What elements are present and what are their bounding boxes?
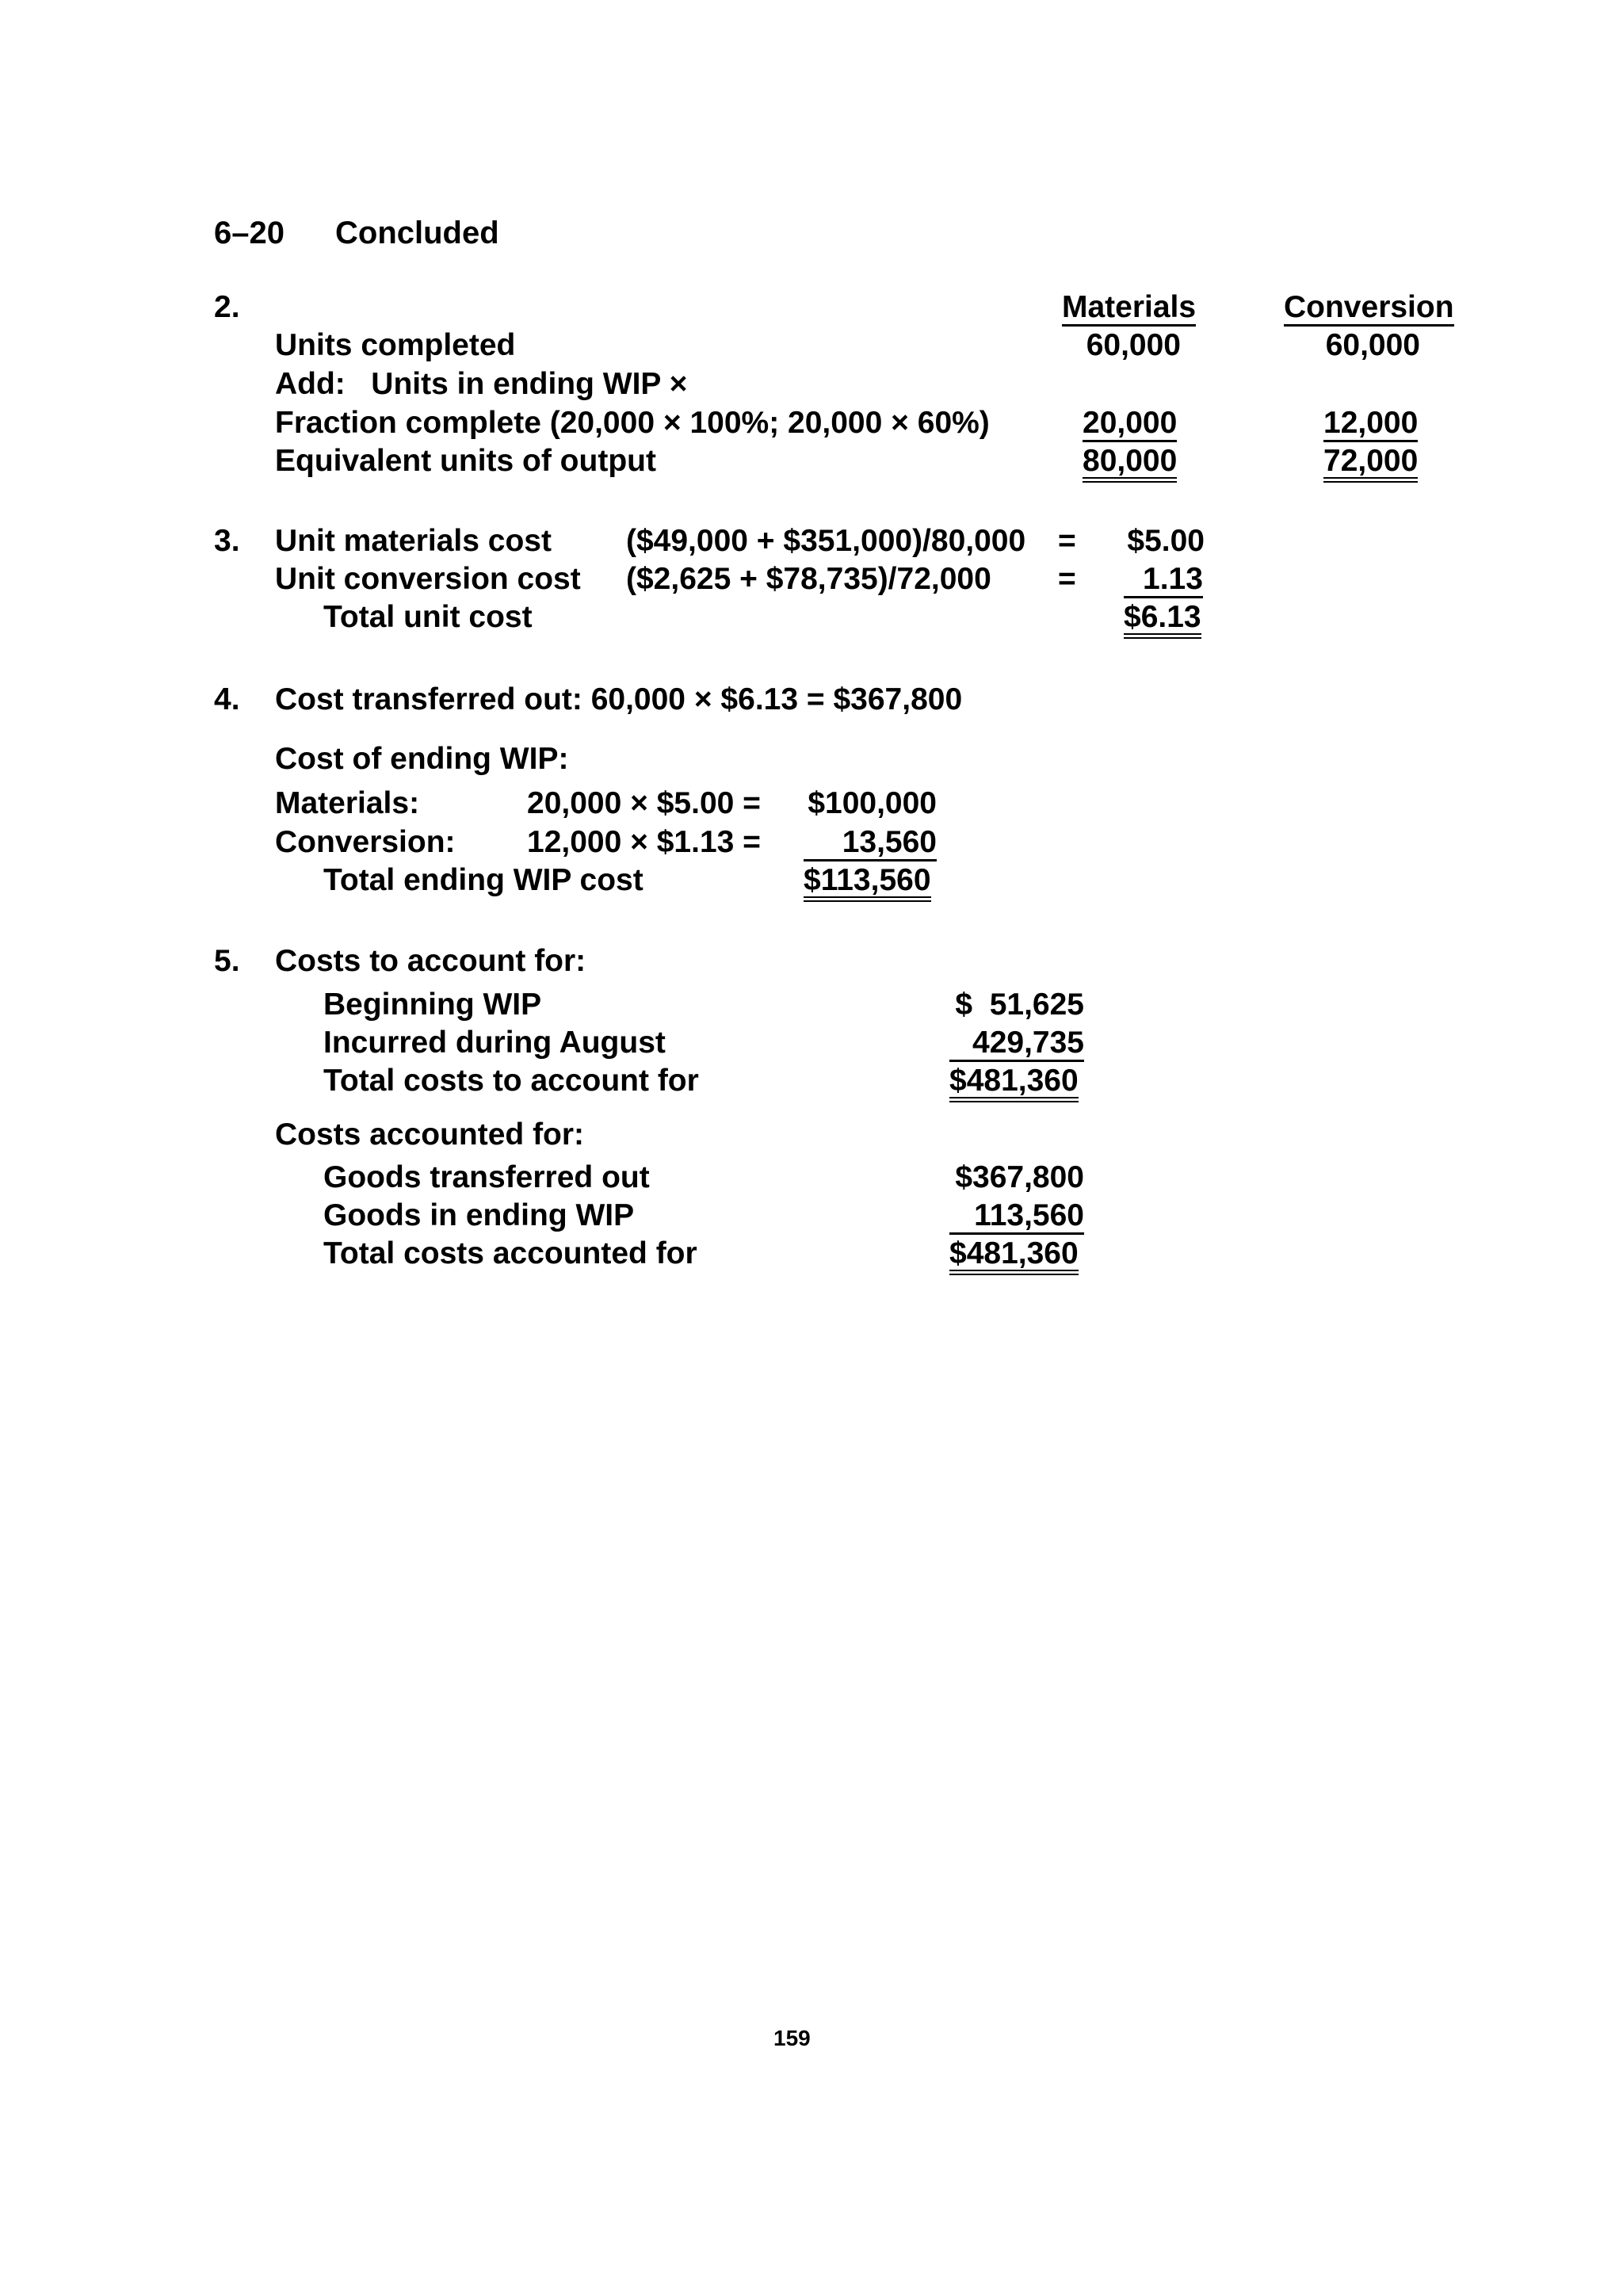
cost-transferred-out: Cost transferred out: 60,000 × $6.13 = $367,800 xyxy=(275,682,963,716)
incurred-august-value: 429,735 xyxy=(949,1027,1084,1062)
beginning-wip-value: $ 51,625 xyxy=(955,988,1084,1022)
total-ending-wip-value: $113,560 xyxy=(804,865,931,902)
total-to-account-label: Total costs to account for xyxy=(323,1064,699,1098)
costs-accounted-title: Costs accounted for: xyxy=(275,1117,585,1152)
total-unit-cost-label: Total unit cost xyxy=(323,600,533,634)
part-2-label: 2. xyxy=(214,290,240,324)
ending-wip-conversion-value: 13,560 xyxy=(804,827,937,861)
unit-materials-cost-equals: = xyxy=(1058,524,1076,558)
unit-conversion-cost-label: Unit conversion cost xyxy=(275,562,581,596)
problem-title: Concluded xyxy=(335,216,499,250)
fraction-complete-materials: 20,000 xyxy=(1083,407,1177,442)
part-3-label: 3. xyxy=(214,524,240,558)
ending-wip-conversion-calc: 12,000 × $1.13 = xyxy=(527,825,761,859)
units-completed-label: Units completed xyxy=(275,328,516,362)
ending-wip-title: Cost of ending WIP: xyxy=(275,742,569,776)
total-ending-wip-label: Total ending WIP cost xyxy=(323,863,643,897)
equivalent-units-materials: 80,000 xyxy=(1083,445,1177,483)
fraction-complete-label: Fraction complete (20,000 × 100%; 20,000 × 60%) xyxy=(275,406,990,440)
column-header-materials: Materials xyxy=(1062,292,1196,327)
total-accounted-value: $481,360 xyxy=(949,1238,1079,1275)
unit-conversion-cost-equals: = xyxy=(1058,562,1076,596)
total-to-account-value: $481,360 xyxy=(949,1065,1079,1102)
goods-ending-wip-value: 113,560 xyxy=(949,1200,1084,1235)
costs-to-account-title: Costs to account for: xyxy=(275,944,586,978)
goods-ending-wip-label: Goods in ending WIP xyxy=(323,1198,635,1232)
ending-wip-conversion-label: Conversion: xyxy=(275,825,456,859)
part-5-label: 5. xyxy=(214,944,240,978)
equivalent-units-label: Equivalent units of output xyxy=(275,444,656,478)
incurred-august-label: Incurred during August xyxy=(323,1026,666,1060)
goods-transferred-label: Goods transferred out xyxy=(323,1160,650,1194)
unit-materials-cost-formula: ($49,000 + $351,000)/80,000 xyxy=(626,524,1026,558)
total-unit-cost-value: $6.13 xyxy=(1124,602,1201,639)
ending-wip-materials-value: $100,000 xyxy=(808,786,937,820)
unit-materials-cost-label: Unit materials cost xyxy=(275,524,552,558)
add-ending-wip-label: Add: Units in ending WIP × xyxy=(275,367,688,401)
page-number: 159 xyxy=(773,2026,811,2050)
part-4-label: 4. xyxy=(214,682,240,716)
problem-number: 6–20 xyxy=(214,216,285,250)
unit-conversion-cost-formula: ($2,625 + $78,735)/72,000 xyxy=(626,562,991,596)
fraction-complete-conversion: 12,000 xyxy=(1323,407,1418,442)
equivalent-units-conversion: 72,000 xyxy=(1323,445,1418,483)
unit-materials-cost-value: $5.00 xyxy=(1127,524,1205,558)
ending-wip-materials-calc: 20,000 × $5.00 = xyxy=(527,786,761,820)
ending-wip-materials-label: Materials: xyxy=(275,786,420,820)
units-completed-conversion: 60,000 xyxy=(1325,328,1420,362)
goods-transferred-value: $367,800 xyxy=(955,1160,1084,1194)
units-completed-materials: 60,000 xyxy=(1086,328,1181,362)
beginning-wip-label: Beginning WIP xyxy=(323,988,542,1022)
column-header-conversion: Conversion xyxy=(1284,292,1454,327)
unit-conversion-cost-value: 1.13 xyxy=(1124,563,1203,598)
total-accounted-label: Total costs accounted for xyxy=(323,1236,697,1270)
